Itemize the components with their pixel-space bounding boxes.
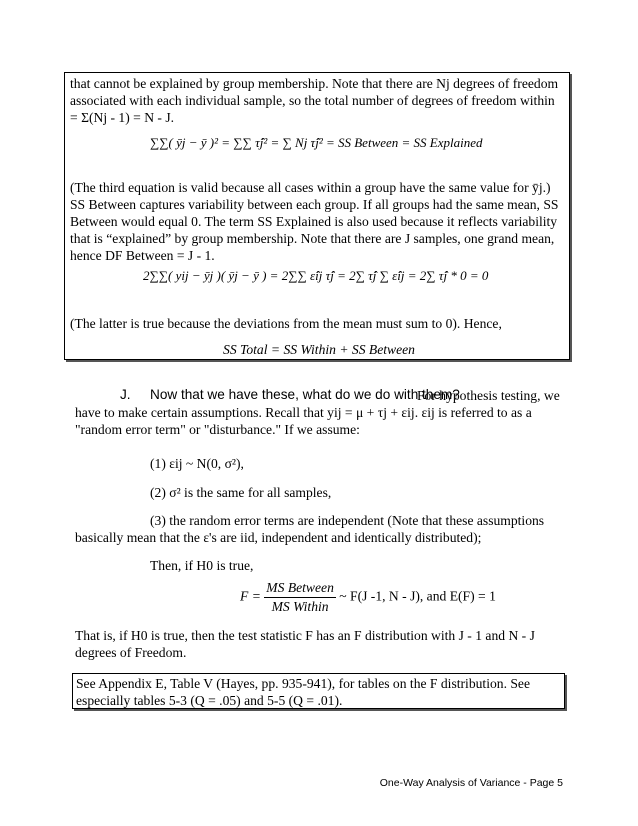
f-distribution: ~ F(J -1, N - J), and E(F) = 1 bbox=[339, 588, 496, 604]
assumption-2: (2) σ² is the same for all samples, bbox=[150, 485, 332, 500]
f-denominator: MS Within bbox=[271, 599, 329, 614]
section-intro: For hypothesis testing, we have to make certain assumptions. Recall that yij = μ + τj + εij. εij is referred to as a "random error term" or "disturbance." If we assume: bbox=[75, 388, 560, 437]
df-within-paragraph: that cannot be explained by group membership. Note that there are Nj degrees of freedom associated with each individual sample, so the total number of degrees of freedom within = Σ(Nj - 1) = N - J. bbox=[70, 76, 559, 125]
conclusion-paragraph: That is, if H0 is true, then the test statistic F has an F distribution with J - 1 and N - J degrees of Freedom. bbox=[75, 628, 535, 660]
then-clause: Then, if H0 is true, bbox=[150, 558, 254, 573]
section-letter: J. bbox=[120, 387, 131, 402]
f-statistic-equation bbox=[240, 580, 496, 615]
section-heading: Now that we have these, what do we do with them? bbox=[150, 387, 460, 402]
assumption-1: (1) εij ~ N(0, σ²), bbox=[150, 456, 244, 471]
assumption-3: (3) the random error terms are independent (Note that these assumptions basically mean that the ε's are iid, independent and identically distributed); bbox=[75, 513, 545, 545]
f-numerator: MS Between bbox=[264, 580, 336, 598]
deviation-note: (The latter is true because the deviations from the mean must sum to 0). Hence, bbox=[70, 316, 502, 331]
ss-between-equation: ∑∑( ȳj − ȳ )² = ∑∑ τ̂j² = ∑ Nj τ̂j² = SS Between = SS Explained bbox=[150, 135, 483, 150]
f-fraction bbox=[264, 580, 336, 615]
ss-total-equation: SS Total = SS Within + SS Between bbox=[223, 342, 415, 357]
appendix-note: See Appendix E, Table V (Hayes, pp. 935-941), for tables on the F distribution. See especially tables 5-3 (Q = .05) and 5-5 (Q = .01). bbox=[76, 676, 530, 708]
f-label: F = bbox=[240, 588, 261, 604]
cross-product-equation: 2∑∑( yij − ȳj )( ȳj − ȳ ) = 2∑∑ ε̂ij τ̂j = 2∑ τ̂j ∑ ε̂ij = 2∑ τ̂j * 0 = 0 bbox=[143, 268, 489, 283]
page-footer: One-Way Analysis of Variance - Page 5 bbox=[379, 777, 563, 789]
ss-between-paragraph: (The third equation is valid because all cases within a group have the same value for ȳj.) SS Between captures variability between each group. If all groups had the same mean, SS Between would equal 0. The term SS Explained is also used because it reflects variability that is “explained” by group membership. Note that there are J samples, one grand mean, hence DF Between = J - 1. bbox=[70, 180, 559, 263]
